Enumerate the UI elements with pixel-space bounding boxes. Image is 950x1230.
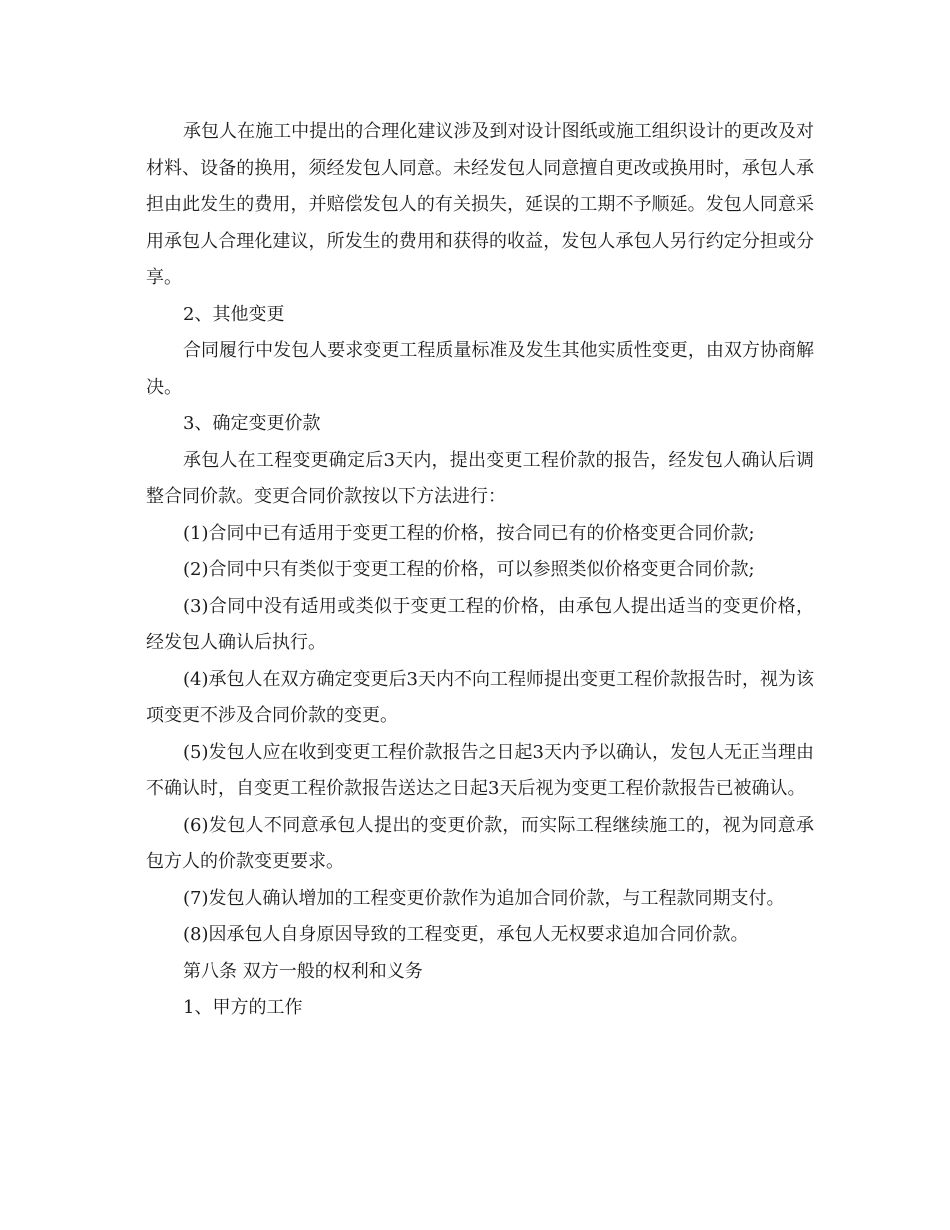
- heading-article-8: 第八条 双方一般的权利和义务: [183, 960, 423, 982]
- list-item-4: (4)承包人在双方确定变更后3天内不向工程师提出变更工程价款报告时，视为该项变更不涉及合同价款的变更。: [146, 668, 814, 726]
- list-item-2: (2)合同中只有类似于变更工程的价格，可以参照类似价格变更合同价款;: [183, 559, 755, 580]
- paragraph-change-price-report: 承包人在工程变更确定后3天内，提出变更工程价款的报告，经发包人确认后调整合同价款。变更合同价款按以下方法进行：: [146, 449, 814, 507]
- document-body: [146, 114, 814, 1027]
- heading-party-a-work: 1、甲方的工作: [183, 997, 303, 1018]
- heading-change-price: 3、确定变更价款: [183, 413, 321, 434]
- list-item-1: (1)合同中已有适用于变更工程的价格，按合同已有的价格变更合同价款;: [183, 522, 755, 544]
- paragraph-other-changes: 合同履行中发包人要求变更工程质量标准及发生其他实质性变更，由双方协商解决。: [146, 340, 814, 398]
- list-item-5: (5)发包人应在收到变更工程价款报告之日起3天内予以确认，发包人无正当理由不确认时，自变更工程价款报告送达之日起3天后视为变更工程价款报告已被确认。: [146, 741, 814, 799]
- heading-other-changes: 2、其他变更: [183, 303, 285, 325]
- list-item-8: (8)因承包人自身原因导致的工程变更，承包人无权要求追加合同价款。: [183, 924, 749, 945]
- paragraph-rationalization-proposal: 承包人在施工中提出的合理化建议涉及到对设计图纸或施工组织设计的更改及对材料、设备的换用，须经发包人同意。未经发包人同意擅自更改或换用时，承包人承担由此发生的费用，并赔偿发包人的有关损失，延误的工期不予顺延。发包人同意采用承包人合理化建议，所发生的费用和获得的收益，发包人承包人另行约定分担或分享。: [146, 121, 814, 288]
- list-item-6: (6)发包人不同意承包人提出的变更价款，而实际工程继续施工的，视为同意承包方人的价款变更要求。: [146, 814, 814, 872]
- list-item-7: (7)发包人确认增加的工程变更价款作为追加合同价款，与工程款同期支付。: [183, 887, 785, 909]
- list-item-3: (3)合同中没有适用或类似于变更工程的价格，由承包人提出适当的变更价格，经发包人确认后执行。: [146, 595, 814, 653]
